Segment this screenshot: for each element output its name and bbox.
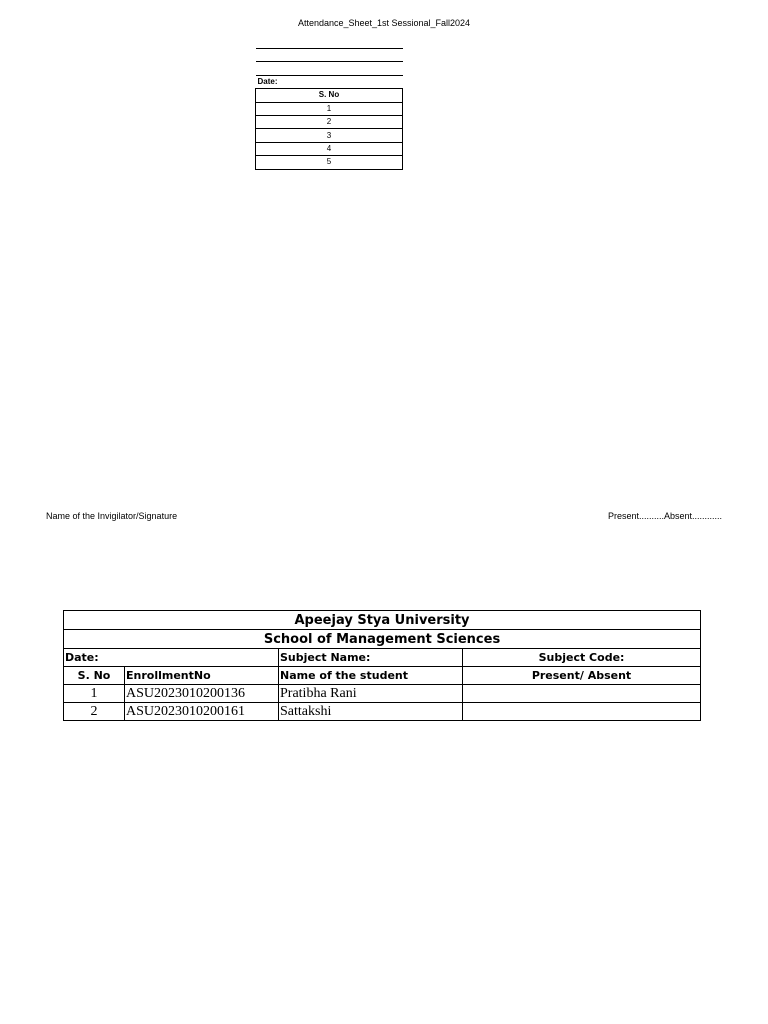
sno-header: S. No xyxy=(256,89,403,102)
subject-name-label: Subject Name: xyxy=(279,649,463,667)
table-row xyxy=(64,685,701,703)
table-row xyxy=(64,703,701,721)
main-attendance-table xyxy=(63,610,701,721)
table-row xyxy=(256,102,403,115)
table-row xyxy=(256,129,403,142)
present-absent-summary: Present..........Absent............ xyxy=(607,511,722,521)
info-row xyxy=(64,649,701,667)
sno-cell: 1 xyxy=(64,685,125,703)
status-header: Present/ Absent xyxy=(463,667,701,685)
school-row xyxy=(64,630,701,649)
small-attendance-table xyxy=(255,48,403,170)
sno-header-row xyxy=(256,89,403,102)
enrollment-cell: ASU2023010200161 xyxy=(125,703,279,721)
table-row xyxy=(256,156,403,169)
sno-cell: 2 xyxy=(64,703,125,721)
student-name-cell: Sattakshi xyxy=(279,703,463,721)
sno-cell: 2 xyxy=(256,115,403,128)
subject-code-label: Subject Code: xyxy=(463,649,701,667)
blank-row xyxy=(256,62,403,75)
enrollment-cell: ASU2023010200136 xyxy=(125,685,279,703)
column-header-row xyxy=(64,667,701,685)
table-row xyxy=(256,115,403,128)
school-name: School of Management Sciences xyxy=(64,630,701,649)
sno-cell: 4 xyxy=(256,142,403,155)
sno-header: S. No xyxy=(64,667,125,685)
document-title: Attendance_Sheet_1st Sessional_Fall2024 xyxy=(297,18,471,28)
sno-cell: 5 xyxy=(256,156,403,169)
table-row xyxy=(256,142,403,155)
date-row xyxy=(256,75,403,88)
sno-cell: 3 xyxy=(256,129,403,142)
student-name-cell: Pratibha Rani xyxy=(279,685,463,703)
blank-row xyxy=(256,49,403,62)
status-cell xyxy=(463,703,701,721)
student-name-header: Name of the student xyxy=(279,667,463,685)
date-label: Date: xyxy=(64,649,279,667)
status-cell xyxy=(463,685,701,703)
university-row xyxy=(64,611,701,630)
sno-cell: 1 xyxy=(256,102,403,115)
enrollment-header: EnrollmentNo xyxy=(125,667,279,685)
invigilator-signature-label: Name of the Invigilator/Signature xyxy=(46,511,178,521)
date-label: Date: xyxy=(256,75,403,88)
university-name: Apeejay Stya University xyxy=(64,611,701,630)
